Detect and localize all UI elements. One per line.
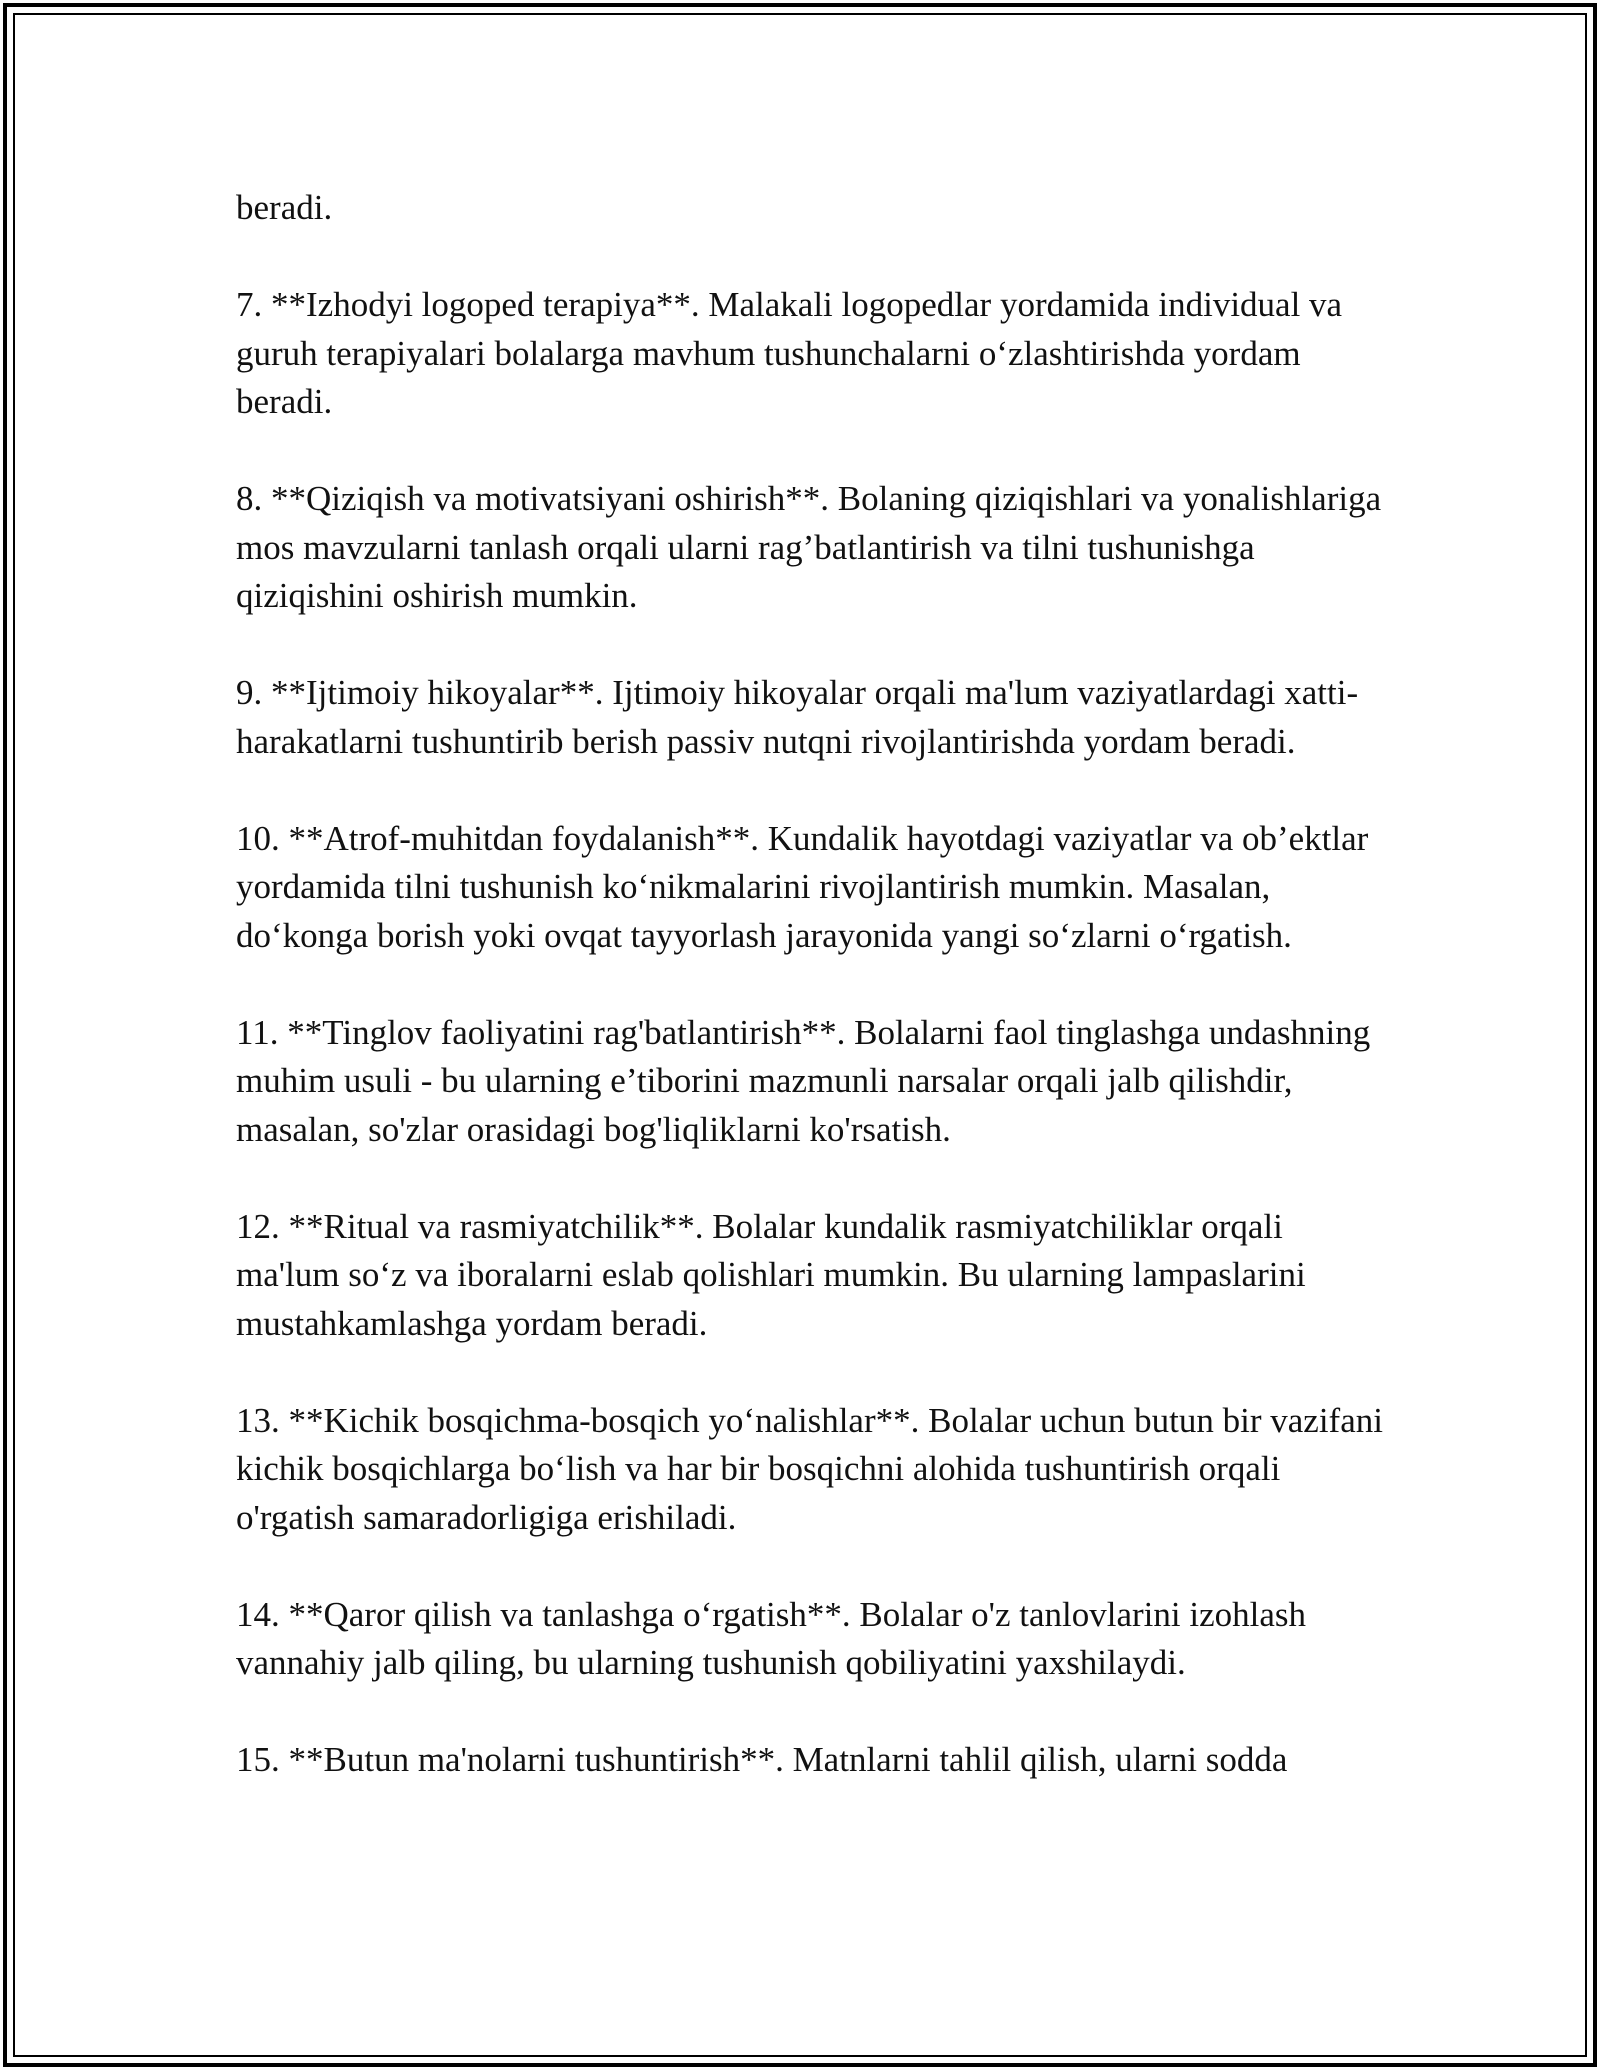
- paragraph-item-14: 14. **Qaror qilish va tanlashga o‘rgatish**. Bolalar o'z tanlovlarini izohlash vannahiy jalb qiling, bu ularning tushunish qobiliyatini yaxshilaydi.: [236, 1594, 1306, 1682]
- paragraph-item-13: 13. **Kichik bosqichma-bosqich yo‘nalishlar**. Bolalar uchun butun bir vazifani kichik bosqichlarga bo‘lish va har bir bosqichni alohida tushuntirish orqali o'rgatish samaradorligiga erishiladi.: [236, 1400, 1383, 1537]
- paragraph-item-7: 7. **Izhodyi logoped terapiya**. Malakali logopedlar yordamida individual va guruh terapiyalari bolalarga mavhum tushunchalarni o‘zlashtirishda yordam beradi.: [236, 285, 1343, 421]
- paragraph-item-11: 11. **Tinglov faoliyatini rag'batlantirish**. Bolalarni faol tinglashga undashning muhim usuli - bu ularning e’tiborini mazmunli narsalar orqali jalb qilishdir, masalan, so'zlar orasidagi bog'liqliklarni ko'rsatish.: [236, 1012, 1371, 1149]
- paragraph-item-8: 8. **Qiziqish va motivatsiyani oshirish**. Bolaning qiziqishlari va yonalishlariga mos mavzularni tanlash orqali ularni rag’batlantirish va tilni tushunishga qiziqishini oshirish mumkin.: [236, 479, 1382, 615]
- paragraph-item-9: 9. **Ijtimoiy hikoyalar**. Ijtimoiy hikoyalar orqali ma'lum vaziyatlardagi xatti-harakatlarni tushuntirib berish passiv nutqni rivojlantirishda yordam beradi.: [236, 673, 1359, 761]
- paragraph-continuation: beradi.: [236, 188, 333, 227]
- paragraph-item-15: 15. **Butun ma'nolarni tushuntirish**. Matnlarni tahlil qilish, ularni sodda: [236, 1740, 1288, 1779]
- document-body: [236, 184, 1386, 1833]
- paragraph-item-10: 10. **Atrof-muhitdan foydalanish**. Kundalik hayotdagi vaziyatlar va ob’ektlar yordamida tilni tushunish ko‘nikmalarini rivojlantirish mumkin. Masalan, do‘konga borish yoki ovqat tayyorlash jarayonida yangi so‘zlarni o‘rgatish.: [236, 818, 1369, 955]
- paragraph-item-12: 12. **Ritual va rasmiyatchilik**. Bolalar kundalik rasmiyatchiliklar orqali ma'lum so‘z va iboralarni eslab qolishlari mumkin. Bu ularning lampaslarini mustahkamlashga yordam beradi.: [236, 1206, 1306, 1343]
